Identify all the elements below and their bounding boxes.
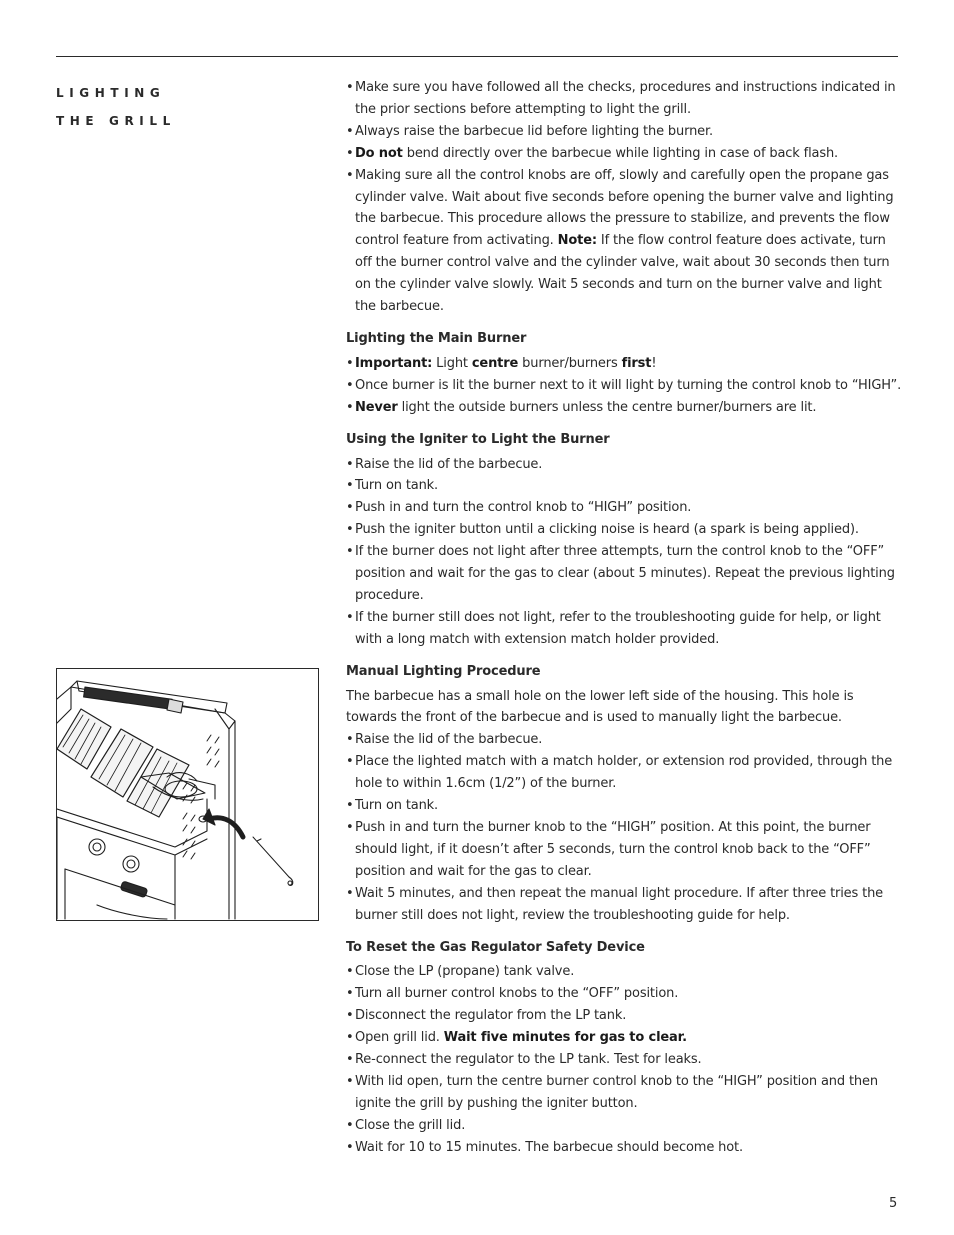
list-item: •Wait for 10 to 15 minutes. The barbecue should become hot. xyxy=(346,1139,743,1155)
list-item: •Close the LP (propane) tank valve. xyxy=(346,964,575,980)
list-item: •Do not bend directly over the barbecue while lighting in case of back flash. xyxy=(346,145,839,161)
list-item: •Push in and turn the control knob to “HIGH” position. xyxy=(346,500,692,516)
list-item: •Always raise the barbecue lid before lighting the burner. xyxy=(346,123,713,139)
list-item: •Turn all burner control knobs to the “OFF” position. xyxy=(346,986,679,1002)
list-item: •Wait 5 minutes, and then repeat the manual light procedure. If after three tries the burner still does not light, review the troubleshooting guide for help. xyxy=(346,885,884,923)
list-item: •Turn on tank. xyxy=(346,798,439,814)
list-item: •If the burner still does not light, refer to the troubleshooting guide for help, or light with a long match with extension match holder provided. xyxy=(346,609,881,647)
list-item: •Once burner is lit the burner next to it will light by turning the control knob to “HIGH”. xyxy=(346,377,902,393)
grill-illustration xyxy=(56,668,319,921)
list-item: •Never light the outside burners unless the centre burner/burners are lit. xyxy=(346,399,817,415)
list-item: •Open grill lid. Wait five minutes for gas to clear. xyxy=(346,1030,687,1046)
page-number: 5 xyxy=(889,1196,898,1211)
list-item: •Raise the lid of the barbecue. xyxy=(346,456,543,472)
main-content xyxy=(346,77,902,1159)
list-item: •Push the igniter button until a clicking noise is heard (a spark is being applied). xyxy=(346,522,859,538)
top-rule xyxy=(56,56,898,57)
list-item: •Place the lighted match with a match holder, or extension rod provided, through the hole to within 1.6cm (1/2”) of the burner. xyxy=(346,754,893,792)
heading-main-burner: Lighting the Main Burner xyxy=(346,330,527,346)
list-item: •Close the grill lid. xyxy=(346,1117,466,1133)
heading-manual-lighting: Manual Lighting Procedure xyxy=(346,663,541,679)
list-item: •If the burner does not light after three attempts, turn the control knob to the “OFF” position and wait for the gas to clear (about 5 minutes). Repeat the previous lighting procedure. xyxy=(346,544,895,603)
heading-igniter: Using the Igniter to Light the Burner xyxy=(346,431,610,447)
heading-reset-regulator: To Reset the Gas Regulator Safety Device xyxy=(346,939,645,955)
list-item: •Making sure all the control knobs are off, slowly and carefully open the propane gas cylinder valve. Wait about five seconds before opening the burner valve and lighting the barbecue. This procedure allows the pressure to stabilize, and prevents the flow control feature from activating. Note: If the flow control feature does activate, turn off the burner control valve and the cylinder valve, wait about 30 seconds then turn on the cylinder valve slowly. Wait 5 seconds and turn on the burner valve and light the barbecue. xyxy=(346,167,894,315)
section-title-line2: THE GRILL xyxy=(56,114,176,128)
list-item: •Make sure you have followed all the checks, procedures and instructions indicated in the prior sections before attempting to light the grill. xyxy=(346,80,896,117)
list-item: •Re-connect the regulator to the LP tank. Test for leaks. xyxy=(346,1052,702,1068)
list-item: •Push in and turn the burner knob to the “HIGH” position. At this point, the burner should light, if it doesn’t after 5 seconds, turn the control knob back to the “OFF” position and wait for the gas to clear. xyxy=(346,820,871,879)
list-item: •Turn on tank. xyxy=(346,478,439,494)
list-item: •Disconnect the regulator from the LP tank. xyxy=(346,1008,627,1024)
manual-paragraph: The barbecue has a small hole on the lower left side of the housing. This hole is towards the front of the barbecue and is used to manually light the barbecue. xyxy=(346,688,854,726)
list-item: •Important: Light centre burner/burners first! xyxy=(346,355,657,371)
section-title-line1: LIGHTING xyxy=(56,86,166,100)
section-title xyxy=(56,79,176,135)
list-item: •With lid open, turn the centre burner control knob to the “HIGH” position and then ignite the grill by pushing the igniter button. xyxy=(346,1073,878,1111)
list-item: •Raise the lid of the barbecue. xyxy=(346,732,543,748)
